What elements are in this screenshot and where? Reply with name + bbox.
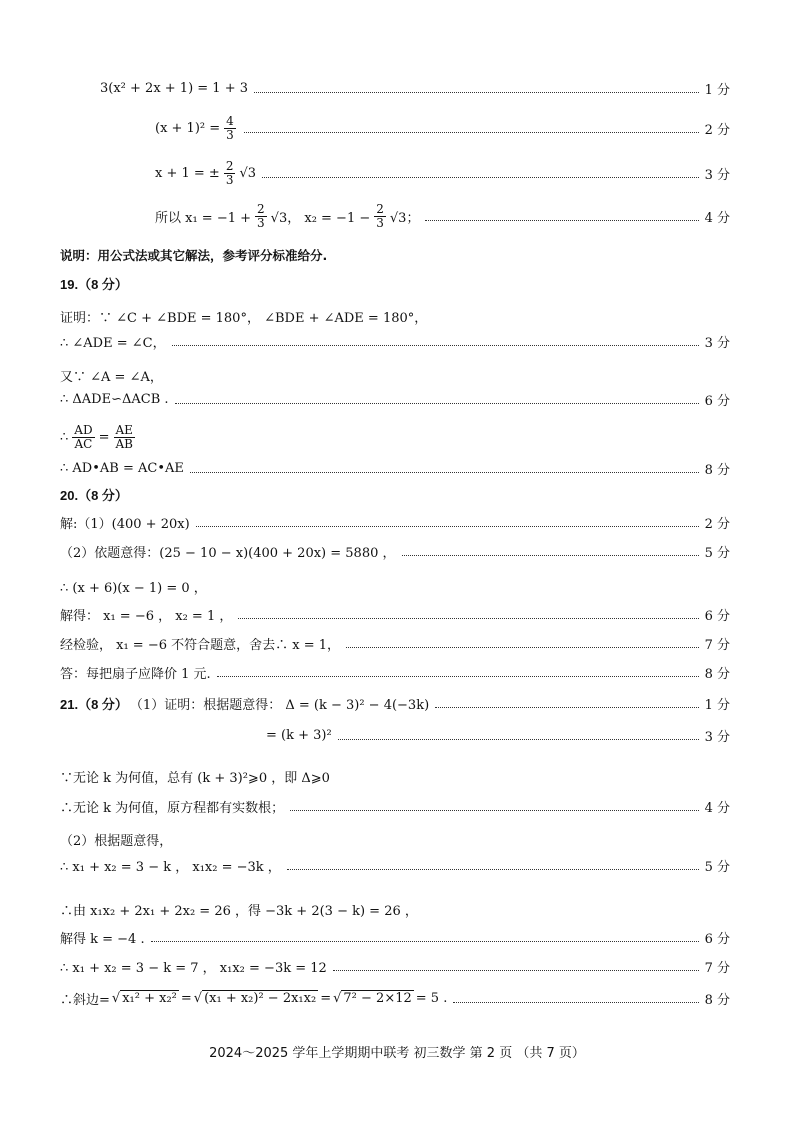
leader-dots <box>238 618 698 619</box>
line-tail: √3， x₂ = −1 − <box>270 210 371 226</box>
line-content <box>60 928 145 947</box>
answer-line <box>0 242 794 268</box>
numerator: 2 <box>225 158 234 173</box>
score-points: 8 分 <box>704 462 730 478</box>
line-text: 说明：用公式法或其它解法，参考评分标准给分. <box>60 248 328 263</box>
denominator: AC <box>74 436 93 451</box>
line-content <box>155 203 419 229</box>
line-text: 20.（8 分） <box>60 487 128 503</box>
denominator: 3 <box>257 215 265 230</box>
leader-dots <box>262 177 699 178</box>
score-points: 6 分 <box>704 931 730 947</box>
score-points: 7 分 <box>704 960 730 976</box>
line-text: ∴ AD•AB = AC•AE <box>60 460 184 476</box>
leader-dots <box>338 739 699 740</box>
line-text: ∴斜边= <box>60 992 110 1008</box>
score-points: 8 分 <box>704 992 730 1008</box>
square-root <box>333 991 414 1006</box>
answer-line <box>0 953 794 979</box>
page-footer: 2024～2025 学年上学期期中联考 初三数学 第 2 页 （共 7 页） <box>209 1046 585 1061</box>
answer-line <box>0 826 794 852</box>
line-text: 经检验， x₁ = −6 不符合题意，舍去∴ x = 1， <box>60 637 341 653</box>
score-points: 2 分 <box>704 516 730 532</box>
line-tail: = 5 . <box>415 990 448 1006</box>
radicand: 7² − 2×12 <box>343 990 412 1006</box>
denominator: 3 <box>376 215 384 230</box>
leader-dots <box>435 707 698 708</box>
answer-line <box>0 659 794 685</box>
line-content <box>60 957 327 976</box>
line-content <box>60 900 418 919</box>
line-text: = (k + 3)² <box>266 727 332 743</box>
line-text: 3(x² + 2x + 1) = 1 + 3 <box>100 80 249 96</box>
line-content <box>60 542 396 561</box>
square-root <box>194 991 318 1006</box>
line-tail: = <box>180 990 192 1006</box>
score-points: 2 分 <box>704 122 730 138</box>
line-text: x + 1 = ± <box>155 165 220 181</box>
fraction <box>113 424 134 450</box>
numerator: AE <box>115 422 133 437</box>
line-content <box>60 424 137 450</box>
numerator: 2 <box>376 201 384 216</box>
line-text: （2）根据题意得， <box>60 833 173 849</box>
denominator: 3 <box>226 127 234 142</box>
line-text: ∴ <box>60 429 69 445</box>
score-points: 8 分 <box>704 666 730 682</box>
answer-line <box>0 115 794 141</box>
denominator: 3 <box>225 172 234 187</box>
line-text: ∴ x₁ + x₂ = 3 − k ， x₁x₂ = −3k ， <box>60 859 281 875</box>
line-text: ∴ (x + 6)(x − 1) = 0 ， <box>60 580 207 596</box>
fraction <box>224 115 236 141</box>
line-text: ∴ x₁ + x₂ = 3 − k = 7 ， x₁x₂ = −3k = 12 <box>60 960 327 976</box>
leader-dots <box>333 970 699 971</box>
leader-dots <box>254 92 699 93</box>
answer-line <box>0 481 794 507</box>
score-points: 5 分 <box>704 859 730 875</box>
fraction <box>224 160 236 186</box>
numerator: AD <box>74 422 93 437</box>
line-content <box>60 577 207 596</box>
score-points: 4 分 <box>704 210 730 226</box>
leader-dots <box>346 647 699 648</box>
line-content <box>155 115 238 141</box>
line-text: 解得： x₁ = −6 ， x₂ = 1 ， <box>60 608 233 624</box>
leader-dots <box>287 869 699 870</box>
line-content <box>100 81 248 96</box>
answer-line <box>0 203 794 229</box>
line-text: 所以 x₁ = −1 + <box>155 210 252 226</box>
line-content <box>60 797 284 816</box>
score-points: 6 分 <box>704 608 730 624</box>
leader-dots <box>290 810 698 811</box>
radical-sign: √ <box>333 990 342 1006</box>
leader-dots <box>172 345 699 346</box>
numerator: 4 <box>226 113 234 128</box>
answer-line <box>0 509 794 535</box>
line-content <box>60 989 447 1008</box>
line-content <box>60 392 169 407</box>
radical-sign: √ <box>193 990 203 1006</box>
line-tail: √3 <box>239 165 257 181</box>
line-text: （2）依题意得：(25 − 10 − x)(400 + 20x) = 5880 ， <box>60 545 396 561</box>
line-content <box>155 160 256 186</box>
answer-line <box>0 924 794 950</box>
radicand: x₁² + x₂² <box>122 990 177 1006</box>
answer-line <box>0 896 794 922</box>
score-points: 3 分 <box>704 167 730 183</box>
score-points: 3 分 <box>704 335 730 351</box>
answer-line <box>0 160 794 186</box>
answer-line <box>0 424 794 450</box>
line-tail: √3； <box>389 210 420 226</box>
line-content <box>60 485 128 504</box>
line-content <box>60 767 330 786</box>
answer-line <box>0 722 794 748</box>
question-number: 21.（8 分） <box>60 696 128 712</box>
line-content <box>60 274 128 293</box>
answer-line <box>0 852 794 878</box>
answer-line <box>0 455 794 481</box>
answer-line <box>0 690 794 716</box>
radical-sign: √ <box>111 990 121 1006</box>
numerator: 2 <box>257 201 265 216</box>
line-content <box>60 366 163 385</box>
line-text: ∴ ΔADE∽ΔACB . <box>60 391 169 407</box>
line-content <box>60 246 327 264</box>
line-content <box>266 728 332 743</box>
leader-dots <box>190 472 699 473</box>
line-text: 证明：∵ ∠C + ∠BDE = 180°， ∠BDE + ∠ADE = 180°， <box>60 310 428 326</box>
radicand: (x₁ + x₂)² − 2x₁x₂ <box>204 990 317 1006</box>
line-content <box>60 307 427 326</box>
line-content <box>60 605 232 624</box>
line-text: ∴无论 k 为何值，原方程都有实数根； <box>60 800 285 816</box>
score-points: 7 分 <box>704 637 730 653</box>
denominator: AB <box>115 436 133 451</box>
answer-line <box>0 601 794 627</box>
line-text: 又∵ ∠A = ∠A， <box>60 369 163 385</box>
line-text: ∵无论 k 为何值，总有 (k + 3)²⩾0 ，即 Δ⩾0 <box>60 770 330 786</box>
fraction <box>255 203 267 229</box>
line-content <box>60 694 429 713</box>
line-content <box>60 830 172 849</box>
answer-line <box>0 328 794 354</box>
answer-line <box>0 303 794 329</box>
answer-line <box>0 362 794 388</box>
line-content <box>60 461 184 476</box>
line-text: (x + 1)² = <box>155 120 221 136</box>
line-text: （1）证明：根据题意得： Δ = (k − 3)² − 4(−3k) <box>129 697 430 713</box>
answer-line <box>0 75 794 101</box>
line-text: 19.（8 分） <box>60 276 128 292</box>
line-content <box>60 513 190 532</box>
line-content <box>60 856 281 875</box>
line-tail: = <box>98 429 110 445</box>
answer-line <box>0 763 794 789</box>
fraction <box>374 203 386 229</box>
line-tail: = <box>320 990 332 1006</box>
leader-dots <box>151 941 699 942</box>
line-content <box>60 332 166 351</box>
line-text: ∴ ∠ADE = ∠C， <box>60 335 166 351</box>
leader-dots <box>175 403 699 404</box>
leader-dots <box>217 676 699 677</box>
leader-dots <box>402 555 699 556</box>
leader-dots <box>425 220 698 221</box>
answer-line <box>0 538 794 564</box>
answer-line <box>0 630 794 656</box>
score-points: 1 分 <box>704 82 730 98</box>
line-text: 解:（1）(400 + 20x) <box>60 516 190 532</box>
score-points: 4 分 <box>704 800 730 816</box>
score-points: 3 分 <box>704 729 730 745</box>
answer-line <box>0 985 794 1011</box>
leader-dots <box>244 132 699 133</box>
score-points: 1 分 <box>704 697 730 713</box>
answer-line <box>0 793 794 819</box>
score-points: 5 分 <box>704 545 730 561</box>
leader-dots <box>453 1002 698 1003</box>
line-content <box>60 663 211 682</box>
line-text: 解得 k = −4 . <box>60 931 145 947</box>
leader-dots <box>196 526 699 527</box>
answer-line <box>0 270 794 296</box>
square-root <box>112 991 179 1006</box>
line-content <box>60 634 340 653</box>
line-text: 答：每把扇子应降价 1 元. <box>60 666 211 682</box>
fraction <box>72 424 94 450</box>
score-points: 6 分 <box>704 393 730 409</box>
answer-line <box>0 573 794 599</box>
answer-line <box>0 386 794 412</box>
line-text: ∴由 x₁x₂ + 2x₁ + 2x₂ = 26 ，得 −3k + 2(3 − k) = 26 ， <box>60 903 418 919</box>
